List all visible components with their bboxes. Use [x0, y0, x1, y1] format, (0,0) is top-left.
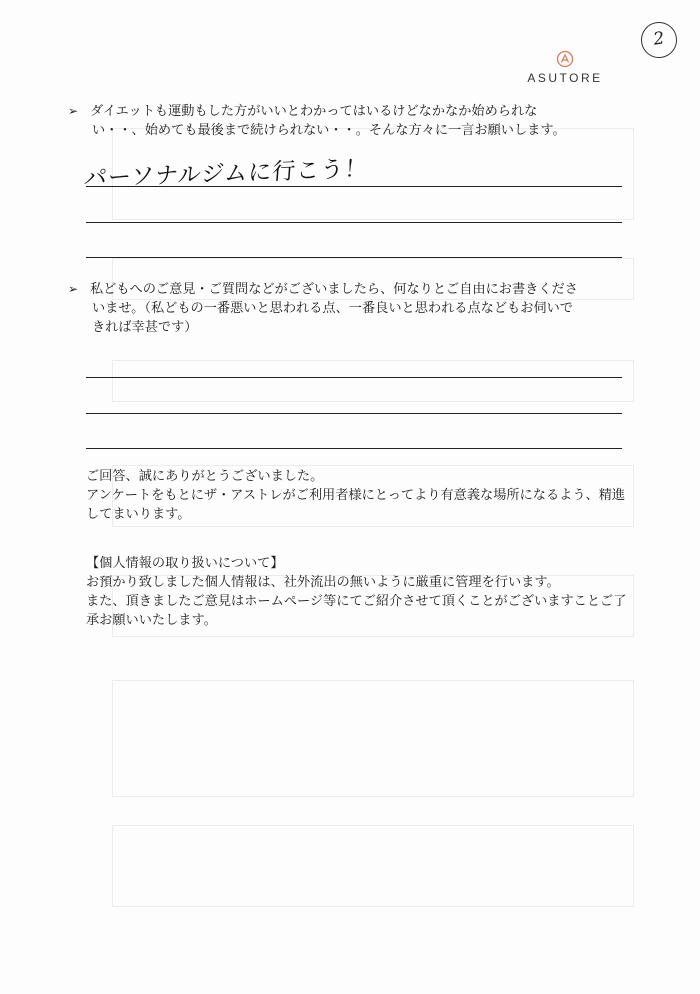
question-2-line: いませ。（私どもの一番悪いと思われる点、一番良いと思われる点などもお伺いで [92, 301, 573, 316]
question-1-line: い・・、始めても最後まで続けられない・・。そんな方々に一言お願いします。 [92, 123, 566, 138]
show-through-box [112, 680, 634, 797]
question-2-line: きれば幸甚です） [92, 320, 198, 335]
thanks-line: アンケートをもとにザ・アストレがご利用者様にとってより有意義な場所になるよう、精進 [86, 488, 626, 503]
answer-line [86, 413, 622, 414]
answer-line [86, 186, 622, 187]
privacy-line: また、頂きましたご意見はホームページ等にてご紹介させて頂くことがございますことご了 [86, 594, 627, 609]
thanks-line: してまいります。 [86, 507, 191, 522]
question-2-text: 私どもへのご意見・ご質問などがございましたら、何なりとご自由にお書きくださ [90, 282, 578, 297]
answer-line [86, 448, 622, 449]
answer-line [86, 377, 622, 378]
arrow-bullet-icon: ➢ [68, 104, 79, 118]
question-2 [68, 280, 612, 337]
show-through-box [112, 825, 634, 907]
asutore-logo [520, 50, 610, 85]
thanks-line: ご回答、誠にありがとうございました。 [86, 469, 324, 484]
logo-text: ASUTORE [527, 71, 603, 85]
handwritten-answer: パーソナルジムに行こう！ [82, 156, 370, 193]
question-2-line [68, 280, 612, 299]
question-1-text: ダイエットも運動もした方がいいとわかってはいるけどなかなか始められな [90, 104, 538, 119]
answer-line [86, 257, 622, 258]
question-1-line [68, 102, 612, 121]
arrow-bullet-icon: ➢ [68, 282, 79, 296]
privacy-notice [86, 554, 631, 630]
thanks-message [86, 467, 626, 524]
privacy-line: 承お願いいたします。 [86, 613, 217, 628]
page-number: 2 [639, 20, 680, 61]
question-1 [68, 102, 612, 140]
logo-mark-icon [556, 50, 574, 68]
answer-line [86, 222, 622, 223]
show-through-box [112, 360, 634, 402]
privacy-line: お預かり致しました個人情報は、社外流出の無いように厳重に管理を行います。 [86, 575, 560, 590]
privacy-heading: 【個人情報の取り扱いについて】 [86, 556, 284, 571]
